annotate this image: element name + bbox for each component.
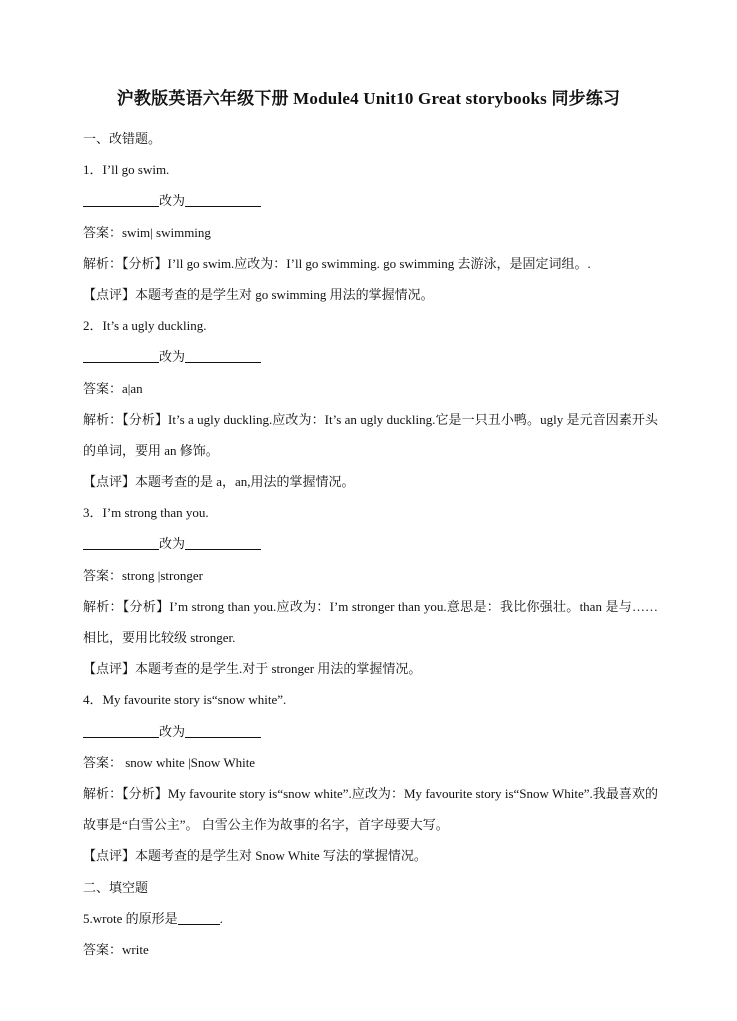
correction-line — [83, 716, 658, 747]
comment-text: 【点评】本题考查的是学生.对于 stronger 用法的掌握情况。 — [83, 661, 422, 677]
question-text: 3．I’m strong than you. — [83, 505, 209, 521]
correction-line — [83, 528, 658, 559]
section-heading: 一、改错题。 — [83, 131, 162, 146]
document-title: 沪教版英语六年级下册 Module4 Unit10 Great storybooks 同步练习 — [116, 89, 621, 108]
correction-line — [83, 341, 658, 372]
answer-blank[interactable] — [83, 534, 159, 550]
answer-blank[interactable] — [83, 191, 159, 207]
analysis-text: 解析：【分析】It’s a ugly duckling.应改为：It’s an ugly duckling.它是一只丑小鸭。ugly 是元音因素开头的单词，要用 an 修饰。 — [83, 411, 658, 458]
comment-text: 【点评】本题考查的是学生对 Snow White 写法的掌握情况。 — [83, 848, 427, 864]
answer-blank[interactable] — [83, 347, 159, 363]
change-to-label: 改为 — [159, 349, 186, 365]
answer-text: 答案：a|an — [83, 380, 143, 396]
analysis-text: 解析：【分析】I’m strong than you.应改为：I’m stronger than you.意思是：我比你强壮。than 是与……相比，要用比较级 stronger. — [83, 598, 658, 646]
document-body — [83, 123, 658, 965]
analysis-text: 解析：【分析】I’ll go swim.应改为：I’ll go swimming. go swimming 去游泳，是固定词组。. — [83, 255, 591, 271]
analysis-text: 解析：【分析】My favourite story is“snow white”.应改为：My favourite story is“Snow White”.我最喜欢的故事是“白雪公主”。 白雪公主作为故事的名字，首字母要大写。 — [83, 786, 658, 833]
answer-text: 答案：write — [83, 941, 149, 957]
answer-blank[interactable] — [185, 191, 261, 207]
answer-text: 答案： snow white |Snow White — [83, 754, 256, 770]
answer-text: 答案：swim| swimming — [83, 224, 211, 240]
answer-blank[interactable] — [185, 722, 261, 738]
question-text: 2．It’s a ugly duckling. — [83, 318, 207, 334]
question-prefix: 5.wrote 的原形是 — [83, 910, 178, 926]
section-heading: 二、填空题 — [83, 879, 149, 895]
question-suffix: . — [219, 910, 223, 926]
answer-text: 答案：strong |stronger — [83, 567, 203, 583]
correction-line — [83, 185, 658, 216]
question-text: 1．I’ll go swim. — [83, 162, 170, 178]
answer-blank[interactable] — [185, 347, 261, 363]
answer-blank[interactable] — [178, 909, 220, 925]
comment-text: 【点评】本题考查的是 a，an,用法的掌握情况。 — [83, 474, 355, 490]
change-to-label: 改为 — [159, 193, 186, 209]
answer-blank[interactable] — [185, 534, 261, 550]
change-to-label: 改为 — [159, 723, 186, 739]
answer-blank[interactable] — [83, 722, 159, 738]
question-text — [83, 903, 658, 934]
question-text: 4．My favourite story is“snow white”. — [83, 692, 287, 708]
comment-text: 【点评】本题考查的是学生对 go swimming 用法的掌握情况。 — [83, 286, 434, 302]
change-to-label: 改为 — [159, 536, 186, 552]
